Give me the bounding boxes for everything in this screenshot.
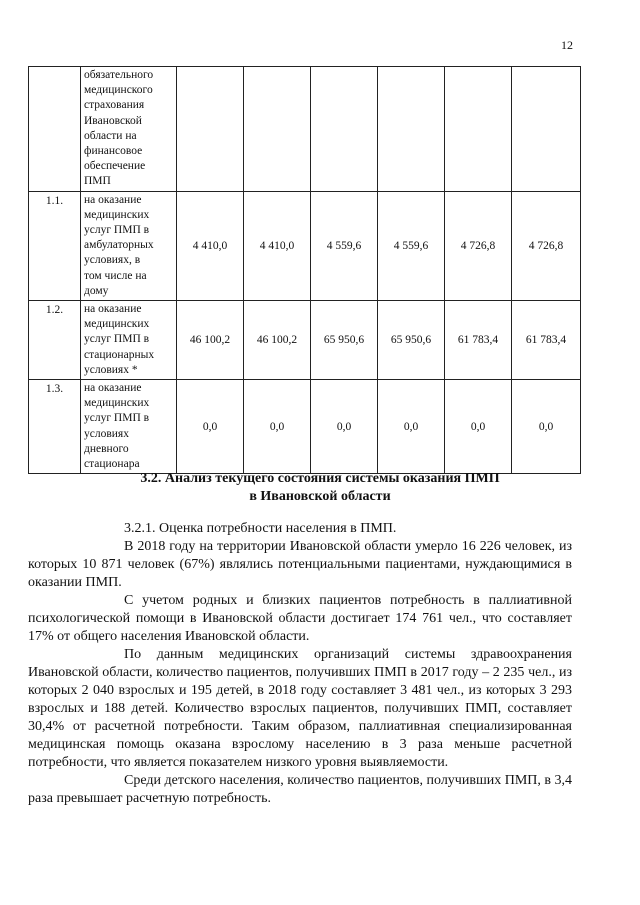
value-cell: 61 783,4 — [445, 301, 512, 380]
description-line: на оказание — [84, 193, 142, 206]
row-description — [81, 191, 177, 300]
value-cell — [378, 67, 445, 192]
value-cell: 46 100,2 — [177, 301, 244, 380]
value-cell — [512, 67, 581, 192]
table-row — [29, 380, 581, 474]
description-line: ПМП — [84, 175, 111, 188]
description-line: том числе на — [84, 269, 147, 282]
description-line: дому — [84, 284, 109, 297]
description-line: услуг ПМП в — [84, 412, 150, 425]
value-cell: 0,0 — [512, 380, 581, 474]
row-description — [81, 380, 177, 474]
table-row — [29, 191, 581, 300]
description-line: страхования — [84, 99, 145, 112]
value-cell — [244, 67, 311, 192]
value-cell: 0,0 — [311, 380, 378, 474]
body-text — [28, 520, 572, 808]
description-line: Ивановской — [84, 114, 142, 127]
section-title-line2: в Ивановской области — [249, 489, 391, 504]
value-cell — [177, 67, 244, 192]
row-description — [81, 67, 177, 192]
description-line: финансовое — [84, 145, 143, 158]
value-cell: 0,0 — [244, 380, 311, 474]
row-number — [29, 67, 81, 192]
value-cell: 61 783,4 — [512, 301, 581, 380]
row-number: 1.3. — [29, 380, 81, 474]
description-line: услуг ПМП в — [84, 224, 150, 237]
value-cell: 0,0 — [378, 380, 445, 474]
paragraph-mortality: В 2018 году на территории Ивановской области умерло 16 226 человек, из которых 10 871 человек (67%) являлись потенциальными пациентами, нуждающимися в оказании ПМП. — [28, 539, 572, 590]
paragraph-relatives: С учетом родных и близких пациентов потребность в паллиативной психологической помощи в Ивановской области достигает 174 761 чел., что составляет 17% от общего населения Ивановской области. — [28, 593, 572, 644]
description-line: условиях — [84, 427, 129, 440]
description-line: стационарных — [84, 348, 155, 361]
description-line: условиях * — [84, 363, 138, 376]
paragraph-children: Среди детского населения, количество пациентов, получивших ПМП, в 3,4 раза превышает расчетную потребность. — [28, 773, 572, 806]
section-title — [60, 470, 580, 506]
row-number: 1.2. — [29, 301, 81, 380]
description-line: медицинских — [84, 318, 150, 331]
value-cell: 4 410,0 — [244, 191, 311, 300]
budget-table — [28, 66, 581, 474]
description-line: медицинских — [84, 397, 150, 410]
value-cell: 4 410,0 — [177, 191, 244, 300]
row-number: 1.1. — [29, 191, 81, 300]
value-cell: 4 559,6 — [378, 191, 445, 300]
paragraph-patient-counts: По данным медицинских организаций системы здравоохранения Ивановской области, количество пациентов, получивших ПМП в 2017 году – 2 235 чел., из которых 2 040 взрослых и 195 детей, в 2018 году составляет 3 481 чел., из которых 3 293 взрослых и 188 детей. Количество взрослых пациентов, получивших ПМП, составляет 30,4% от расчетной потребности. Таким образом, паллиативная специализированная медицинская помощь оказана взрослому населению в 3 раза меньше расчетной потребности, что является показателем низкого уровня выявляемости. — [28, 647, 572, 770]
paragraph-subheading: 3.2.1. Оценка потребности населения в ПМП. — [124, 521, 397, 536]
value-cell: 4 726,8 — [512, 191, 581, 300]
description-line: условиях, в — [84, 254, 141, 267]
description-line: области на — [84, 129, 137, 142]
description-line: медицинских — [84, 208, 150, 221]
table-row — [29, 301, 581, 380]
value-cell: 65 950,6 — [311, 301, 378, 380]
value-cell: 0,0 — [177, 380, 244, 474]
description-line: на оказание — [84, 303, 142, 316]
description-line: амбулаторных — [84, 239, 154, 252]
description-line: на оказание — [84, 382, 142, 395]
description-line: обеспечение — [84, 160, 146, 173]
row-description — [81, 301, 177, 380]
value-cell: 46 100,2 — [244, 301, 311, 380]
value-cell — [311, 67, 378, 192]
description-line: дневного — [84, 442, 129, 455]
description-line: обязательного — [84, 69, 154, 81]
value-cell: 65 950,6 — [378, 301, 445, 380]
description-line: услуг ПМП в — [84, 333, 150, 346]
value-cell: 4 726,8 — [445, 191, 512, 300]
description-line: медицинского — [84, 84, 153, 97]
table-row — [29, 67, 581, 192]
page-number: 12 — [561, 38, 573, 52]
section-title-line1: 3.2. Анализ текущего состояния системы оказания ПМП — [140, 471, 500, 486]
value-cell: 0,0 — [445, 380, 512, 474]
value-cell: 4 559,6 — [311, 191, 378, 300]
description-line: стационара — [84, 458, 140, 471]
value-cell — [445, 67, 512, 192]
